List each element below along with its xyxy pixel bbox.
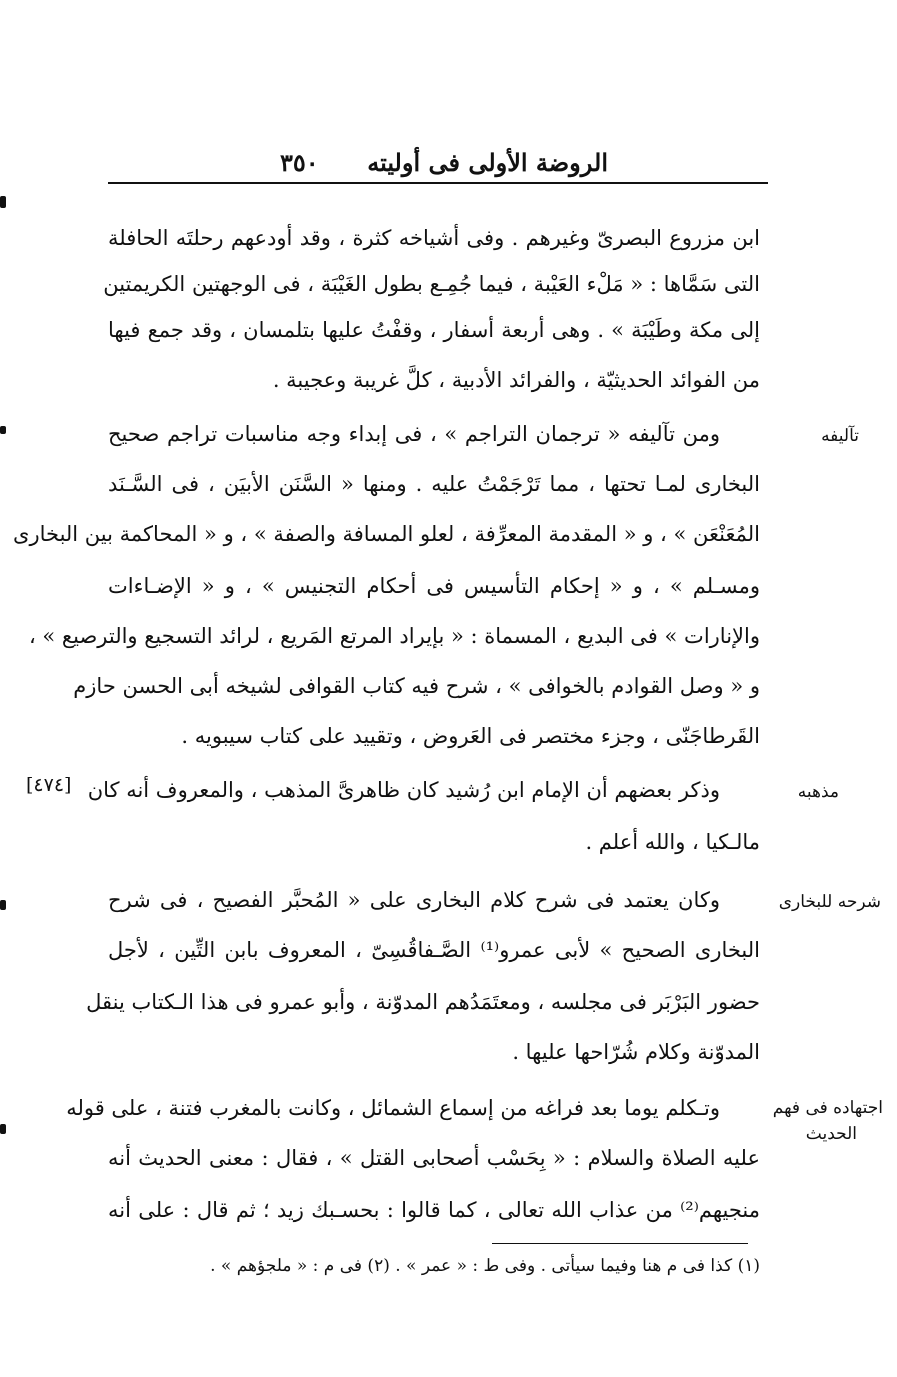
side-note-ijtihad-1: اجتهاده فى فهم (772, 1098, 883, 1118)
page-number: ٣٥٠ (280, 148, 319, 177)
side-note-ijtihad-2: الحديث (805, 1124, 857, 1144)
header-rule (108, 182, 768, 184)
scan-edge-mark (0, 196, 6, 208)
text-line: القَرطاجَنّى ، وجزء مختصر فى العَروض ، وتقييد على كتاب سيبويه . (181, 724, 760, 748)
text-line: حضور البَرْبَر فى مجلسه ، ومعتَمَدُهم المدوّنة ، وأبو عمرو فى هذا الـكتاب ينقل (86, 990, 760, 1014)
scan-edge-mark (0, 900, 6, 910)
text-line: المُعَنْعَن » ، و « المقدمة المعرِّفة ، لعلو المسافة والصفة » ، و « المحاكمة بين البخارى (13, 522, 760, 546)
text-line: ومن تآليفه « ترجمان التراجم » ، فى إبداء وجه مناسبات تراجم صحيح (108, 422, 720, 446)
original-page-number: [٤٧٤] (26, 774, 72, 796)
text-line: وكان يعتمد فى شرح كلام البخارى على « المُحبَّر الفصيح ، فى شرح (108, 888, 720, 912)
running-title: الروضة الأولى فى أوليته (367, 148, 608, 177)
text-line: منجيهم⁽²⁾ من عذاب الله تعالى ، كما قالوا : بحسـبك زيد ؛ ثم قال : على أنه (108, 1198, 760, 1222)
text-line: وذكر بعضهم أن الإمام ابن رُشيد كان ظاهرىَّ المذهب ، والمعروف أنه كان (87, 778, 720, 802)
text-line: البخارى الصحيح » لأبى عمرو⁽¹⁾ الصَّـفاقُسِىّ ، المعروف بابن التِّين ، لأجل (108, 938, 760, 962)
text-line: والإنارات » فى البديع ، المسماة : « بإيراد المرتع المَريع ، لرائد التسجيع والترصيع » ، (28, 624, 760, 648)
text-line: مالـكيا ، والله أعلم . (585, 830, 760, 854)
text-line: إلى مكة وطَيْبَة » . وهى أربعة أسفار ، وقفْتُ عليها بتلمسان ، وقد جمع فيها (108, 318, 760, 342)
text-line: التى سَمَّاها : « مَلْء العَيْبة ، فيما جُمِـع بطول الغَيْبَة ، فى الوجهتين الكريمتين (103, 272, 760, 296)
scan-edge-mark (0, 426, 6, 434)
side-note-taalif: تآليفه (821, 426, 859, 446)
text-line: وتـكلم يوما بعد فراغه من إسماع الشمائل ، وكانت بالمغرب فتنة ، على قوله (66, 1096, 720, 1120)
side-note-sharh-bukhari: شرحه للبخارى (778, 892, 881, 912)
text-line: ابن مزروع البصرىّ وغيرهم . وفى أشياخه كثرة ، وقد أودعهم رحلتَه الحافلة (108, 226, 760, 250)
side-note-madhhab: مذهبه (797, 782, 839, 802)
footnote: (١) كذا فى م هنا وفيما سيأتى . وفى ط : « عمر » . (٢) فى م : « ملجؤهم » . (210, 1256, 760, 1276)
text-line: البخارى لمـا تحتها ، مما تَرْجَمْتُ عليه . ومنها « السَّنَن الأبيَن ، فى السَّـنَد (108, 472, 760, 496)
scan-edge-mark (0, 1124, 6, 1134)
text-line: ومسـلم » ، و « إحكام التأسيس فى أحكام التجنيس » ، و « الإضـاءات (108, 574, 760, 598)
text-line: و « وصل القوادم بالخوافى » ، شرح فيه كتاب القوافى لشيخه أبى الحسن حازم (73, 674, 760, 698)
text-line: المدوّنة وكلام شُرّاحها عليها . (512, 1040, 760, 1064)
text-line: عليه الصلاة والسلام : « بِحَسْب أصحابى القتل » ، فقال : معنى الحديث أنه (108, 1146, 760, 1170)
text-line: من الفوائد الحديثيّة ، والفرائد الأدبية ، كلَّ غريبة وعجيبة . (272, 368, 760, 392)
page-header (108, 142, 768, 182)
footnote-rule (492, 1243, 748, 1244)
